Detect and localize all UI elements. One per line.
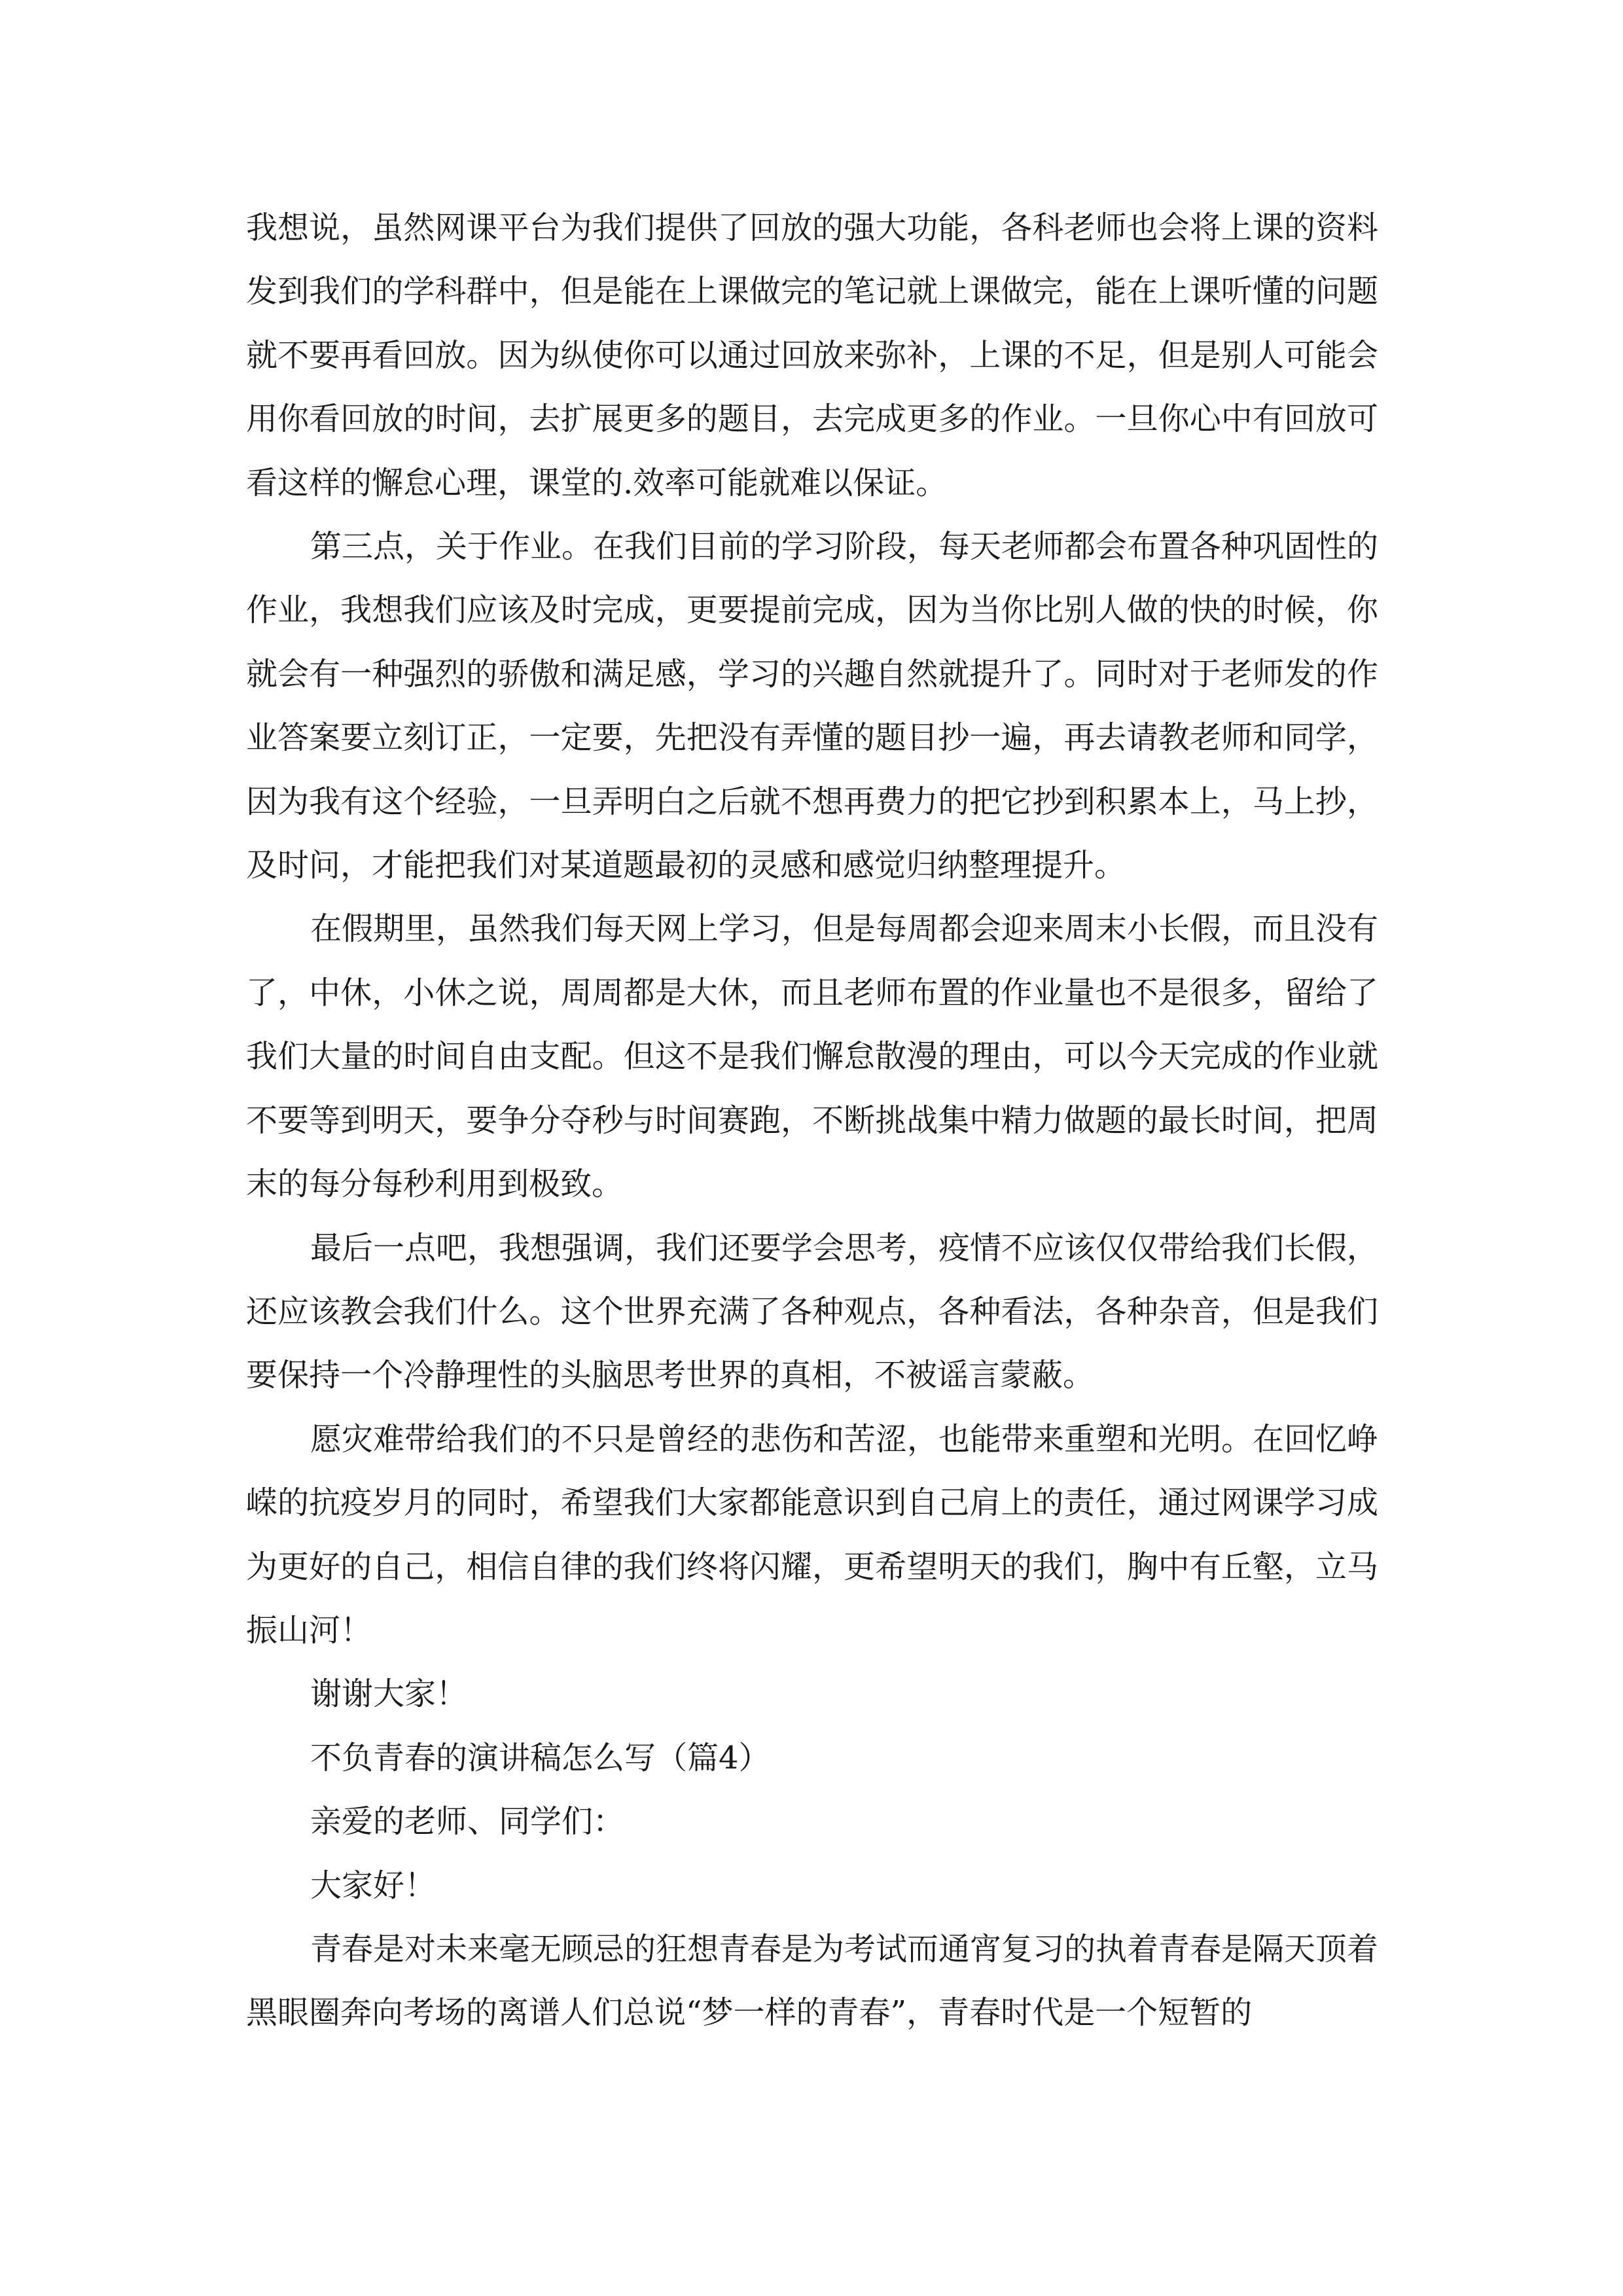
salutation: 亲爱的老师、同学们： — [310, 1803, 625, 1840]
paragraph-homework: 第三点，关于作业。在我们目前的学习阶段，每天老师都会布置各种巩固性的作业，我想我们应该及时完成，更要提前完成，因为当你比别人做的快的时候，你就会有一种强烈的骄傲和满足感，学习的兴趣自然就提升了。同时对于老师发的作业答案要立刻订正，一定要，先把没有弄懂的题目抄一遍，再去请教老师和同学，因为我有这个经验，一旦弄明白之后就不想再费力的把它抄到积累本上，马上抄，及时问，才能把我们对某道题最初的灵感和感觉归纳整理提升。 — [246, 528, 1379, 884]
section-title: 不负青春的演讲稿怎么写（篇4） — [310, 1739, 770, 1776]
paragraph-youth: 青春是对未来毫无顾忌的狂想青春是为考试而通宵复习的执着青春是隔天顶着黑眼圈奔向考场的离谱人们总说“梦一样的青春”，青春时代是一个短暂的 — [246, 1930, 1379, 2032]
paragraph-continued: 我想说，虽然网课平台为我们提供了回放的强大功能，各科老师也会将上课的资料发到我们的学科群中，但是能在上课做完的笔记就上课做完，能在上课听懂的问题就不要再看回放。因为纵使你可以通过回放来弥补，上课的不足，但是别人可能会用你看回放的时间，去扩展更多的题目，去完成更多的作业。一旦你心中有回放可看这样的懈怠心理，课堂的.效率可能就难以保证。 — [246, 209, 1378, 501]
paragraph-thanks: 谢谢大家！ — [310, 1676, 468, 1713]
paragraph-holiday: 在假期里，虽然我们每天网上学习，但是每周都会迎来周末小长假，而且没有了，中休，小休之说，周周都是大休，而且老师布置的作业量也不是很多，留给了我们大量的时间自由支配。但这不是我们懈怠散漫的理由，可以今天完成的作业就不要等到明天，要争分夺秒与时间赛跑，不断挑战集中精力做题的最长时间，把周末的每分每秒利用到极致。 — [246, 910, 1379, 1203]
greeting: 大家好！ — [310, 1867, 437, 1904]
paragraph-hope: 愿灾难带给我们的不只是曾经的悲伤和苦涩，也能带来重塑和光明。在回忆峥嵘的抗疫岁月的同时，希望我们大家都能意识到自己肩上的责任，通过网课学习成为更好的自己，相信自律的我们终将闪耀，更希望明天的我们，胸中有丘壑，立马振山河！ — [246, 1420, 1379, 1649]
document-body — [246, 196, 1378, 2045]
paragraph-thinking: 最后一点吧，我想强调，我们还要学会思考，疫情不应该仅仅带给我们长假，还应该教会我们什么。这个世界充满了各种观点，各种看法，各种杂音，但是我们要保持一个冷静理性的头脑思考世界的真相，不被谣言蒙蔽。 — [246, 1229, 1379, 1394]
